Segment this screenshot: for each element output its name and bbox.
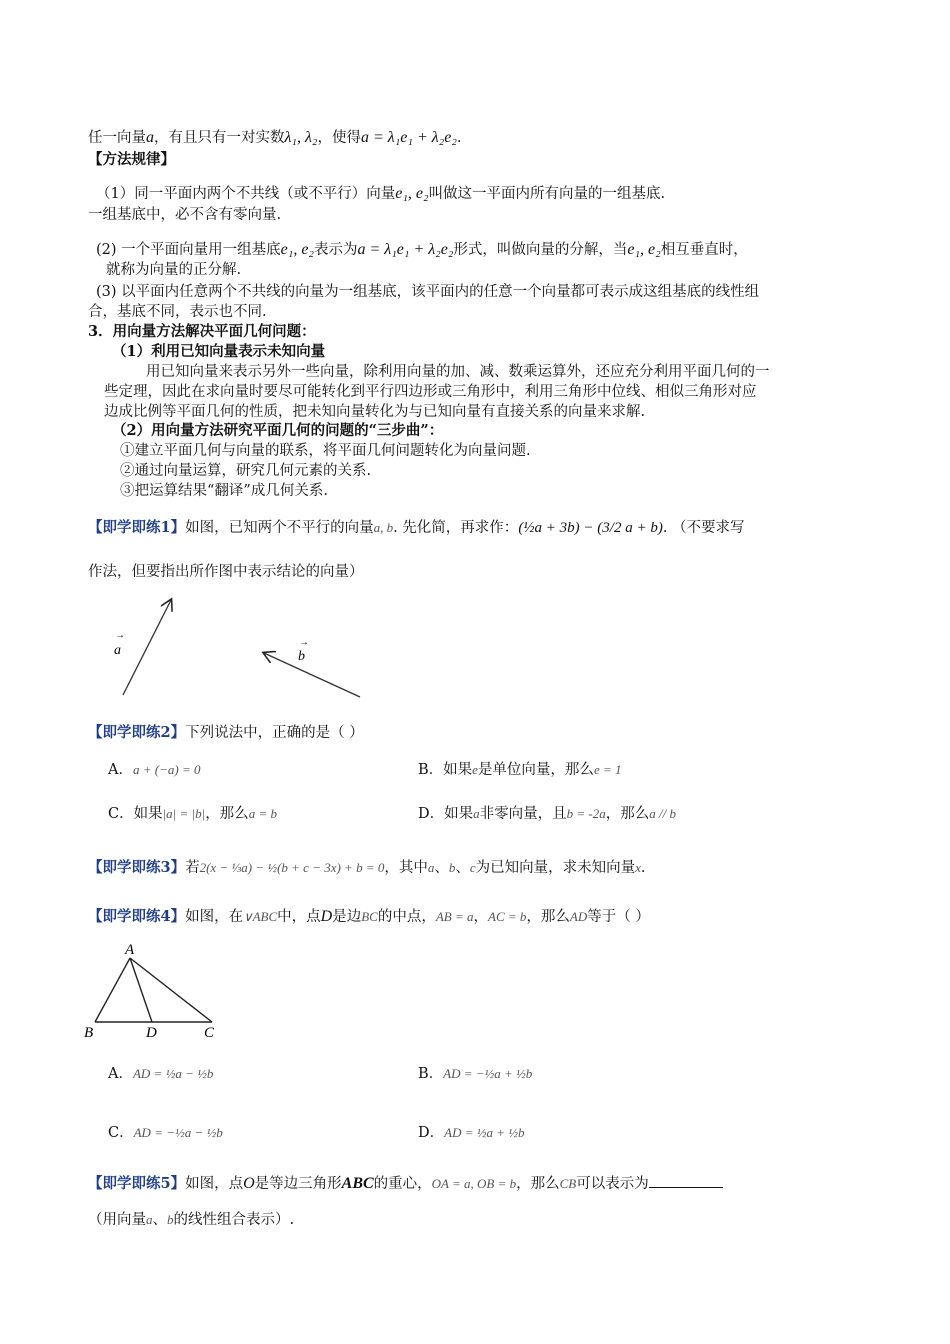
ex2-option-d[interactable] <box>418 804 676 824</box>
ex5-vb: b <box>167 1212 174 1227</box>
ex4-line <box>88 907 650 927</box>
tri-median-ad <box>130 958 152 1022</box>
ex4-option-d-math: AD = ½a + ½b <box>444 1125 525 1140</box>
method-heading: 【方法规律】 <box>88 151 175 168</box>
ex2-option-c-label: C． <box>108 806 134 822</box>
method-p2-b: 表示为 <box>313 242 358 258</box>
vector-b-label: b <box>298 649 305 664</box>
ex4-option-b-label: B． <box>418 1066 444 1082</box>
section3-sub1-p2: 些定理，因此在求向量时要尽可能转化到平行四边形或三角形中，利用三角形中位线、相似三角形对应 <box>104 384 757 400</box>
ex2-option-c-m1: |a| = |b| <box>162 806 206 821</box>
ex5-line <box>88 1173 723 1194</box>
intro-text-a: 任一向量 <box>88 130 146 146</box>
ex2-option-b-a: 如果 <box>443 762 473 778</box>
section3-heading: 3．用向量方法解决平面几何问题： <box>88 323 316 340</box>
ex2-option-d-m1: a <box>473 806 480 821</box>
ex4-text-b: 中，点 <box>277 909 321 925</box>
ex2-option-a-math: a + (−a) = 0 <box>132 762 201 777</box>
ex1-text-a: 如图，已知两个不平行的向量 <box>185 520 374 536</box>
vector-b-arrow-mark: → <box>299 637 309 648</box>
ex5-text-d: ，那么 <box>516 1176 560 1192</box>
ex4-option-c-math: AD = −½a − ½b <box>133 1125 223 1140</box>
section3-sub1: （1）利用已知向量表示未知向量 <box>112 343 326 360</box>
ex2-option-d-b: 非零向量，且 <box>479 806 567 822</box>
ex1-vector-figure <box>100 590 380 710</box>
method-p2-formula: a = λ₁e₁ + λ₂e₂ <box>357 241 454 258</box>
method-p2-e: 就称为向量的正分解. <box>106 262 242 278</box>
ex1-vars: a, b <box>373 520 394 535</box>
ex3-tag: 【即学即练3】 <box>88 859 186 876</box>
method-p2-vec: e₁, e₂ <box>280 241 314 258</box>
tri-side-ac <box>130 958 212 1022</box>
ex3-text-c: 为已知向量，求未知向量 <box>475 860 636 876</box>
method-p2-d: 相互垂直时， <box>660 242 748 258</box>
ex2-option-c-a: 如果 <box>133 806 163 822</box>
method-p3-a: (3) 以平面内任意两个不共线的向量为一组基底，该平面内的任意一个向量都可表示成这组基底的线性组 <box>96 284 760 300</box>
ex2-option-c-b: ，那么 <box>205 806 249 822</box>
ex2-option-a[interactable] <box>108 760 200 780</box>
method-p2-a: (2) 一个平面向量用一组基底 <box>96 242 281 258</box>
intro-formula: a = λ₁e₁ + λ₂e₂ <box>360 129 457 146</box>
ex1-expr: (½a + 3b) − (3/2 a + b) <box>518 520 663 536</box>
ex4-text-e: ，那么 <box>526 909 570 925</box>
ex5-text-g: 的线性组合表示）. <box>173 1212 295 1228</box>
method-p1-c: 一组基底中，必不含有零向量. <box>88 207 282 223</box>
ex4-text-f: 等于（ ） <box>587 909 650 925</box>
intro-line <box>88 128 462 148</box>
ex3-v2: b <box>448 860 456 875</box>
ex3-expr: 2(x − ⅓a) − ½(b + c − 3x) + b = 0 <box>199 860 385 875</box>
ex4-seg: BC <box>361 909 378 924</box>
intro-text-b: ，有且只有一对实数 <box>154 130 285 146</box>
ex5-po: O <box>243 1175 255 1192</box>
ex3-text-b: ，其中 <box>384 860 428 876</box>
ex4-m3: AD <box>569 909 588 924</box>
ex4-text-a: 如图，在 <box>185 909 244 925</box>
section3-sub2: （2）用向量方法研究平面几何的问题的“三步曲”： <box>112 422 444 439</box>
ex4-text-d: 的中点， <box>377 909 436 925</box>
ex4-option-a-math: AD = ½a − ½b <box>132 1066 214 1081</box>
ex2-option-b-label: B． <box>418 762 444 778</box>
ex5-va: a <box>146 1212 153 1227</box>
section3-step3: ③把运算结果“翻译”成几何关系. <box>120 483 328 499</box>
ex1-text-b: . 先化简，再求作： <box>393 520 519 536</box>
vector-a-label: a <box>114 643 121 658</box>
vector-b-arrow <box>264 653 360 697</box>
ex5-text-f: （用向量 <box>88 1212 146 1228</box>
section3-sub1-p1: 用已知向量来表示另外一些向量，除利用向量的加、减、数乘运算外，还应充分利用平面几何的一 <box>146 364 770 380</box>
ex2-option-b-m2: e = 1 <box>593 762 622 777</box>
ex5-tri: ABC <box>341 1175 374 1192</box>
ex2-option-d-a: 如果 <box>444 806 474 822</box>
ex4-option-c[interactable] <box>108 1123 223 1143</box>
tri-label-a: A <box>125 942 135 958</box>
ex2-question <box>88 723 364 743</box>
ex4-tri: ∨ABC <box>243 909 278 924</box>
section3-step2: ②通过向量运算，研究几何元素的关系. <box>120 463 372 479</box>
ex3-v1: a <box>427 860 435 875</box>
ex2-option-c-m2: a = b <box>248 806 277 821</box>
ex4-option-c-label: C． <box>108 1125 134 1141</box>
method-p1 <box>96 184 665 204</box>
method-p1-b: 叫做这一平面内所有向量的一组基底. <box>428 186 666 202</box>
ex4-sep: ， <box>473 909 489 925</box>
ex3-sep2: 、 <box>455 860 470 876</box>
section3-step1: ①建立平面几何与向量的联系，将平面几何问题转化为向量问题. <box>120 443 531 459</box>
tri-side-ab <box>95 958 130 1022</box>
ex2-option-a-label: A． <box>108 762 133 778</box>
ex3-line <box>88 858 646 878</box>
method-p3-b: 合，基底不同，表示也不同. <box>88 304 267 320</box>
ex4-m2: AC = b <box>488 909 527 924</box>
ex2-option-d-label: D． <box>418 806 445 822</box>
ex4-option-a-label: A． <box>108 1066 133 1082</box>
ex5-sep: 、 <box>152 1212 167 1228</box>
intro-end: . <box>456 130 462 146</box>
ex2-option-d-m3: a // b <box>649 806 676 821</box>
ex2-option-b-m1: e <box>472 762 478 777</box>
ex5-line2 <box>88 1210 294 1230</box>
tri-label-b: B <box>84 1025 94 1041</box>
ex2-option-d-c: ，那么 <box>605 806 650 822</box>
vector-a-arrow <box>123 600 171 695</box>
ex2-option-d-m2: b = -2a <box>566 806 606 821</box>
intro-text-c: ，使得 <box>317 130 361 146</box>
ex5-tag: 【即学即练5】 <box>88 1175 186 1192</box>
ex4-option-b-math: AD = −½a + ½b <box>443 1066 533 1081</box>
ex3-text-a: 若 <box>185 860 200 876</box>
ex5-m1: OA = a, OB = b <box>431 1176 517 1191</box>
vector-a-arrow-mark: → <box>115 630 125 641</box>
ex4-option-d-label: D． <box>418 1125 445 1141</box>
ex5-text-b: 是等边三角形 <box>254 1176 342 1192</box>
ex3-text-d: . <box>640 860 646 876</box>
ex5-text-c: 的重心， <box>373 1176 432 1192</box>
ex4-m1: AB = a <box>435 909 474 924</box>
ex3-sep1: 、 <box>434 860 449 876</box>
ex1-line <box>88 518 745 538</box>
ex1-tag: 【即学即练1】 <box>88 519 186 536</box>
method-p1-vec: e₁, e₂ <box>395 185 429 202</box>
section3-sub1-p3: 边成比例等平面几何的性质，把未知向量转化为与已知向量有直接关系的向量来求解. <box>104 404 646 420</box>
method-p2-vec2: e₁, e₂ <box>627 241 661 258</box>
ex2-option-c[interactable] <box>108 804 277 824</box>
ex5-text-e: 可以表示为 <box>576 1176 649 1192</box>
ex1-text-d: 作法，但要指出所作图中表示结论的向量） <box>88 564 364 580</box>
ex5-text-a: 如图，点 <box>185 1176 244 1192</box>
ex2-option-b-b: 是单位向量，那么 <box>477 762 594 778</box>
ex3-v4: x <box>635 860 641 875</box>
ex4-triangle-figure <box>80 938 230 1042</box>
ex5-m2: CB <box>559 1176 577 1191</box>
ex4-option-b[interactable] <box>418 1064 532 1084</box>
tri-label-c: C <box>204 1025 215 1041</box>
ex4-pd: D <box>320 908 333 925</box>
ex2-tag: 【即学即练2】 <box>88 724 186 741</box>
method-p2-c: 形式，叫做向量的分解，当 <box>453 242 628 258</box>
ex4-option-a[interactable] <box>108 1064 213 1084</box>
ex5-answer-blank[interactable] <box>649 1173 723 1188</box>
ex3-v3: c <box>469 860 476 875</box>
method-p2 <box>96 240 748 260</box>
ex4-option-d[interactable] <box>418 1123 525 1143</box>
ex4-text-c: 是边 <box>332 909 362 925</box>
ex1-text-c: . （不要求写 <box>662 520 745 536</box>
intro-lambdas: λ₁, λ₂ <box>284 129 318 146</box>
ex4-tag: 【即学即练4】 <box>88 908 186 925</box>
tri-label-d: D <box>146 1025 157 1041</box>
intro-var-a: a <box>146 129 154 146</box>
ex2-question-text: 下列说法中，正确的是（ ） <box>185 725 364 741</box>
method-p1-a: （1）同一平面内两个不共线（或不平行）向量 <box>96 186 396 202</box>
ex2-option-b[interactable] <box>418 760 621 780</box>
